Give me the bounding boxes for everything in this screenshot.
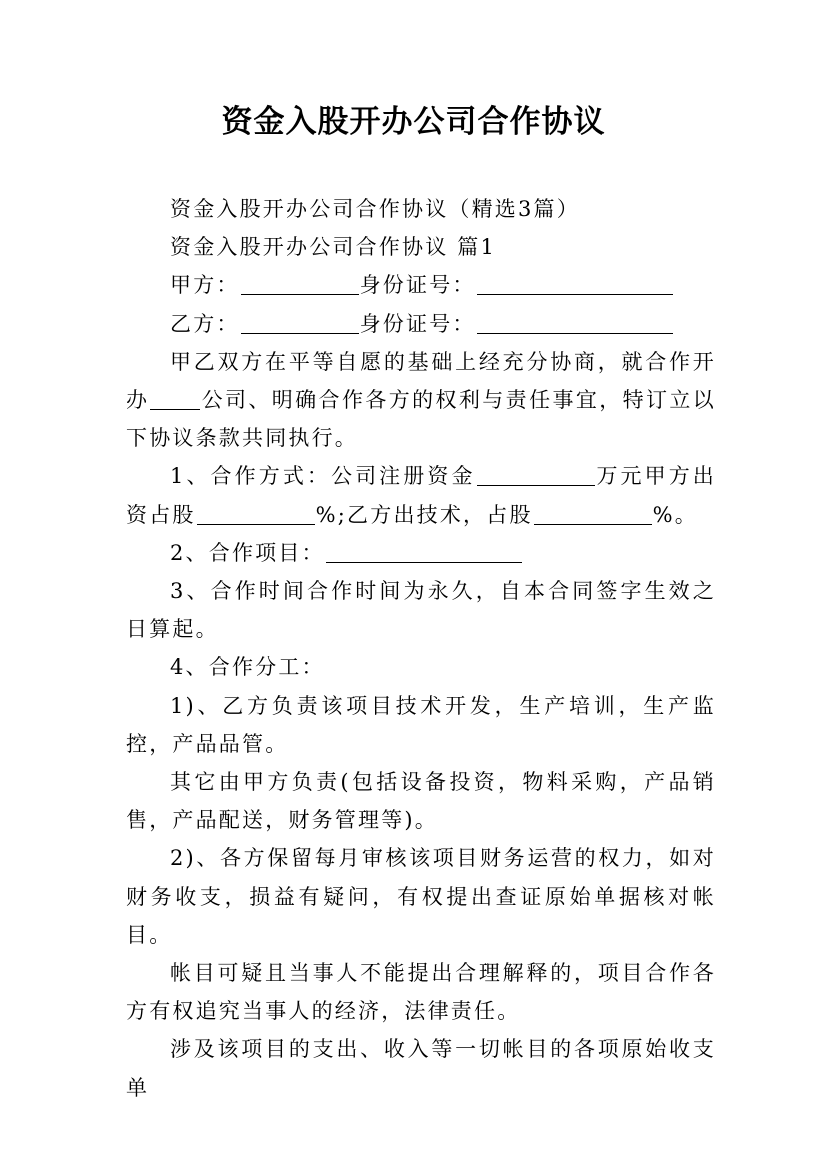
- clause-4: 4、合作分工：: [170, 655, 325, 680]
- clause-4-1-paragraph: [126, 687, 716, 763]
- expenses-paragraph: [126, 1030, 716, 1106]
- section-heading-paragraph: [126, 228, 716, 266]
- intro-part1: 甲乙双方在平等自愿的基础上经充分协商，就合作开办: [126, 349, 716, 413]
- party-a-line: [126, 266, 716, 304]
- party-b-id-blank: [477, 311, 673, 334]
- clause-1-part2: 万元甲方出资占股: [126, 464, 716, 527]
- party-a-share-blank: [197, 502, 315, 525]
- clause-4-2: 2)、各方保留每月审核该项目财务运营的权力，如对财务收支，损益有疑问，有权提出查证原始单据核对帐目。: [126, 846, 716, 947]
- party-a-id-label: 身份证号：: [359, 273, 476, 298]
- clause-3: 3、合作时间合作时间为永久，自本合同签字生效之日算起。: [126, 579, 716, 642]
- party-b-name-blank: [241, 311, 359, 334]
- document-body: [126, 190, 716, 1107]
- clause-4-1: 1)、乙方负责该项目技术开发，生产培训，生产监控，产品品管。: [126, 693, 716, 756]
- registered-capital-blank: [477, 463, 595, 486]
- clause-2-paragraph: [126, 534, 716, 572]
- section-heading: 资金入股开办公司合作协议 篇1: [170, 235, 497, 260]
- document-title: 资金入股开办公司合作协议: [221, 104, 606, 140]
- party-b-share-blank: [534, 502, 652, 525]
- clause-4-paragraph: [126, 648, 716, 686]
- clause-3-paragraph: [126, 572, 716, 648]
- clause-4-2-paragraph: [126, 839, 716, 954]
- party-b-line: [126, 305, 716, 343]
- clause-4-other-paragraph: [126, 763, 716, 839]
- clause-1-part3: %;乙方出技术，占股: [315, 502, 533, 527]
- clause-1-part4: %。: [652, 502, 698, 527]
- clause-1-paragraph: [126, 457, 716, 533]
- party-b-label: 乙方：: [170, 311, 240, 336]
- subtitle: 资金入股开办公司合作协议（精选3篇）: [170, 197, 580, 221]
- clause-1-part1: 1、合作方式：公司注册资金: [170, 464, 476, 489]
- project-blank: [326, 540, 522, 563]
- clause-4-other: 其它由甲方负责(包括设备投资，物料采购，产品销售，产品配送，财务管理等)。: [126, 770, 716, 833]
- subtitle-paragraph: [126, 190, 716, 228]
- intro-part2: 公司、明确合作各方的权利与责任事宜，特订立以下协议条款共同执行。: [126, 388, 717, 451]
- accounts-paragraph: [126, 954, 716, 1030]
- clause-accounts: 帐目可疑且当事人不能提出合理解释的，项目合作各方有权追究当事人的经济，法律责任。: [126, 961, 716, 1024]
- party-b-id-label: 身份证号：: [359, 311, 476, 336]
- clause-expenses: 涉及该项目的支出、收入等一切帐目的各项原始收支单: [126, 1037, 716, 1100]
- clause-2: 2、合作项目：: [170, 540, 325, 565]
- company-name-blank: [150, 387, 200, 410]
- intro-paragraph: [126, 343, 716, 458]
- party-a-id-blank: [477, 272, 673, 295]
- party-a-label: 甲方：: [170, 273, 240, 298]
- party-a-name-blank: [241, 272, 359, 295]
